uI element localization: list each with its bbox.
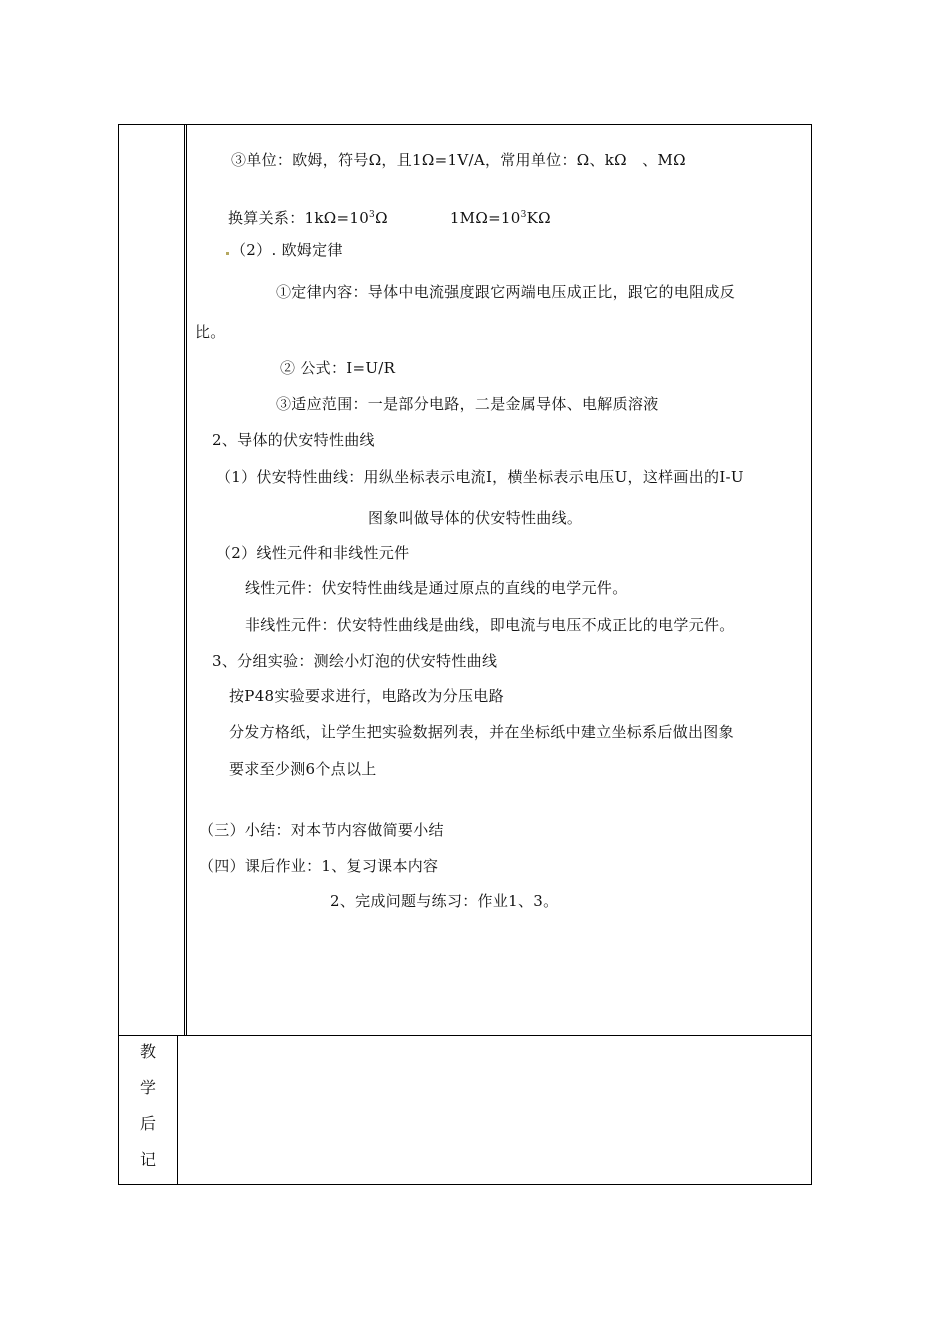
scope-line: ③适应范围：一是部分电路，二是金属导体、电解质溶液 [276, 395, 659, 413]
law-content-line-1: ①定律内容：导体中电流强度跟它两端电压成正比，跟它的电阻成反 [276, 283, 736, 301]
homework-line-2: 2、完成问题与练习：作业1、3。 [330, 892, 559, 910]
va-curve-definition-2: 图象叫做导体的伏安特性曲线。 [368, 509, 583, 527]
elements-heading: （2）线性元件和非线性元件 [216, 544, 410, 562]
conversion-line [228, 208, 551, 228]
unit-line: ③单位：欧姆，符号Ω，且1Ω=1V/A，常用单位：Ω、kΩ 、MΩ [231, 151, 686, 169]
table-border-top [118, 124, 812, 125]
linear-element-line: 线性元件：伏安特性曲线是通过原点的直线的电学元件。 [245, 579, 628, 597]
experiment-step-1: 按P48实验要求进行，电路改为分压电路 [229, 687, 504, 705]
conversion-m-unit: KΩ [526, 209, 551, 227]
conversion-m-exponent: 3 [520, 210, 527, 220]
formula-line: ② 公式：I=U/R [280, 359, 396, 377]
upper-column-divider [184, 124, 185, 1035]
ohms-law-heading-text: （2）. 欧姆定律 [231, 241, 343, 259]
table-border-left [118, 124, 119, 1185]
va-curve-definition-1: （1）伏安特性曲线：用纵坐标表示电流I，横坐标表示电压U，这样画出的I-U [216, 468, 744, 486]
homework-line-1: （四）课后作业：1、复习课本内容 [199, 857, 439, 875]
conversion-k-exponent: 3 [369, 210, 376, 220]
experiment-step-2: 分发方格纸，让学生把实验数据列表，并在坐标纸中建立坐标系后做出图象 [229, 723, 734, 741]
marker-dot [226, 252, 229, 255]
conversion-k-unit: Ω [375, 209, 388, 227]
side-label-char-4: 记 [139, 1150, 156, 1169]
table-border-right [811, 124, 812, 1185]
side-label-char-2: 学 [139, 1078, 156, 1097]
conversion-k: 1kΩ=10 [304, 209, 370, 227]
va-curve-heading: 2、导体的伏安特性曲线 [212, 431, 375, 449]
nonlinear-element-line: 非线性元件：伏安特性曲线是曲线，即电流与电压不成正比的电学元件。 [245, 616, 735, 634]
experiment-heading: 3、分组实验：测绘小灯泡的伏安特性曲线 [212, 652, 498, 670]
experiment-step-3: 要求至少测6个点以上 [229, 760, 377, 778]
summary-line: （三）小结：对本节内容做简要小结 [199, 821, 444, 839]
side-label-char-1: 教 [139, 1042, 156, 1061]
ohms-law-heading [226, 240, 343, 260]
conversion-m: 1MΩ=10 [449, 209, 521, 227]
reflection-content-cell[interactable] [178, 1036, 811, 1184]
side-label-char-3: 后 [139, 1114, 156, 1133]
upper-column-divider-inner [186, 124, 187, 1035]
law-content-line-2: 比。 [195, 323, 226, 341]
table-border-bottom [118, 1184, 812, 1185]
conversion-label: 换算关系： [228, 209, 305, 227]
